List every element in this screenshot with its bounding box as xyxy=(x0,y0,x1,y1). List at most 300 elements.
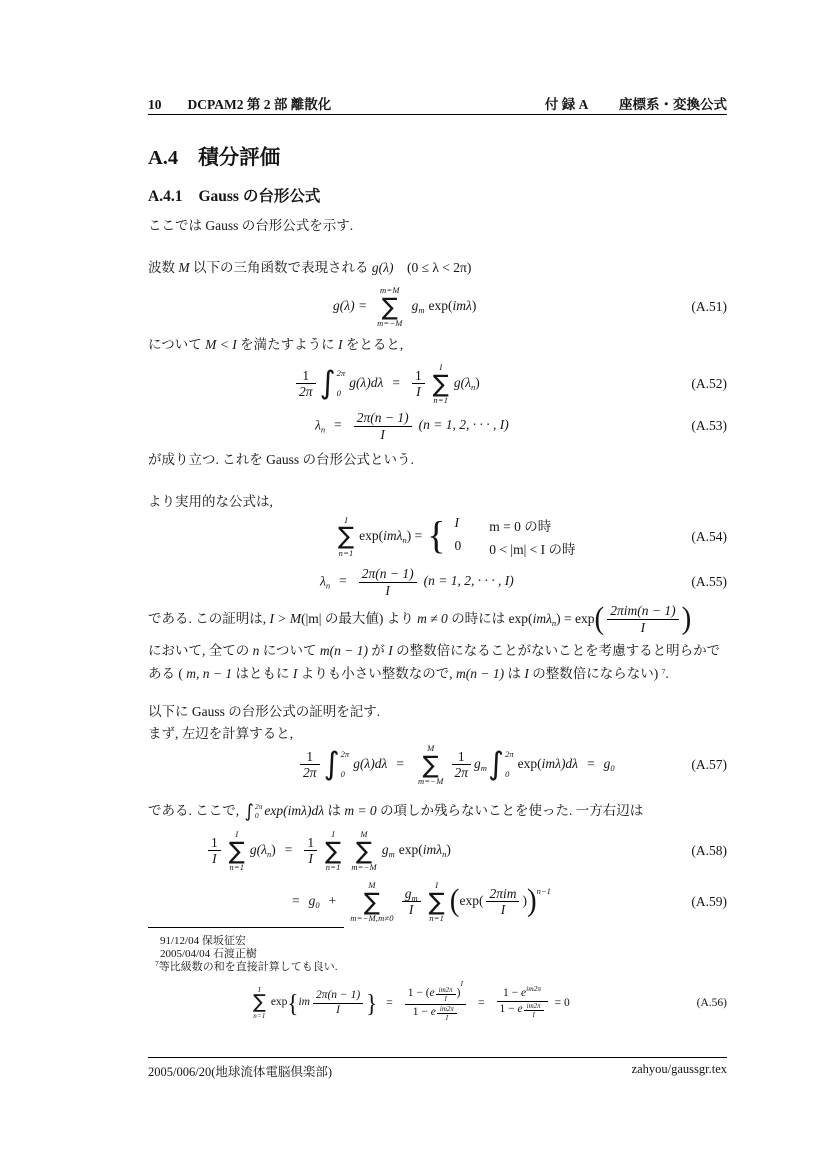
section-label: 積分評価 xyxy=(198,147,281,169)
paragraph-holds xyxy=(148,449,727,472)
right-paren-icon: ) xyxy=(526,884,537,919)
lower-limit: 0 xyxy=(336,387,341,398)
exponent: im2π xyxy=(526,984,542,994)
sum-operator xyxy=(229,829,245,872)
sigma-icon: ∑ xyxy=(363,887,381,916)
line xyxy=(148,598,727,640)
math-inline: exp( xyxy=(508,611,533,626)
tok: g xyxy=(603,756,611,772)
text: 2005/04/04 石渡正樹 xyxy=(160,948,257,960)
equals-sign: = xyxy=(392,375,400,391)
equation-a54 xyxy=(148,513,727,560)
subscript: m xyxy=(418,305,425,316)
tok: imλ xyxy=(452,298,472,314)
equation-body xyxy=(292,880,551,923)
integral-operator xyxy=(487,746,514,783)
text: の時には xyxy=(447,611,509,626)
math-inline: g(λ) xyxy=(371,260,394,275)
tok: g xyxy=(411,298,419,314)
text: より実用的な公式は, xyxy=(148,494,273,509)
equation-a59 xyxy=(148,878,727,926)
math-inline: m(n − 1) xyxy=(319,643,368,658)
math-inline: imλ xyxy=(532,611,552,626)
fraction xyxy=(452,749,472,782)
right-paren-icon: ) xyxy=(681,602,692,637)
numerator: 2π(n − 1) xyxy=(356,409,409,425)
integral-operator xyxy=(323,746,350,783)
sum-upper-limit: m=M xyxy=(380,285,400,296)
denominator xyxy=(497,1001,548,1019)
equation-number: (A.53) xyxy=(691,418,727,433)
sum-upper-limit: I xyxy=(235,829,239,840)
footer-rule xyxy=(148,1057,727,1058)
sigma-icon: ∑ xyxy=(228,836,245,865)
denominator: I xyxy=(436,994,456,1003)
sum-lower-limit: n=1 xyxy=(429,913,445,924)
math-inline: m, n − 1 xyxy=(186,665,233,681)
equation-a58 xyxy=(148,829,727,873)
math-inline: m ≠ 0 xyxy=(417,611,448,626)
sum-operator xyxy=(351,829,377,872)
tok: e xyxy=(521,987,527,1000)
sum-lower-limit: m=−M xyxy=(377,318,403,329)
text: が xyxy=(367,643,389,658)
equation-body xyxy=(315,410,509,443)
header-right-title: 座標系・変換公式 xyxy=(619,97,727,112)
tok: (n = 1, 2, · · · , I) xyxy=(423,573,514,589)
tok: λ xyxy=(320,573,326,589)
math-inline: I xyxy=(388,643,393,658)
subscript: 0 xyxy=(610,763,615,774)
paragraph-wavenumber xyxy=(148,257,727,280)
equals-sign: = xyxy=(386,996,393,1009)
numerator xyxy=(497,984,548,1001)
equation-a52 xyxy=(148,360,727,408)
numerator: 1 xyxy=(211,834,218,850)
equals-sign: = xyxy=(339,573,347,589)
tok: ) xyxy=(446,842,451,858)
math-inline: m(n − 1) xyxy=(455,665,505,681)
case-value: I xyxy=(454,514,460,530)
sum-operator xyxy=(325,829,341,872)
subscript: n xyxy=(320,424,326,435)
tok: ) = xyxy=(406,527,423,543)
tok: exp( xyxy=(398,842,423,858)
integral-limits xyxy=(336,368,346,399)
denominator: I xyxy=(402,901,421,918)
numerator: 1 xyxy=(457,748,465,764)
numerator: 2π(n − 1) xyxy=(315,988,361,1001)
sum-lower-limit: n=1 xyxy=(338,547,354,558)
tok: g xyxy=(474,756,481,772)
text: はともに xyxy=(232,665,293,681)
text: を満たすように xyxy=(236,337,338,352)
subscript: n xyxy=(325,580,331,591)
equation-number: (A.54) xyxy=(691,528,727,544)
subscript: n xyxy=(402,534,407,545)
equation-number: (A.51) xyxy=(691,299,727,314)
numerator: 2πim xyxy=(489,885,517,901)
fraction xyxy=(313,989,363,1017)
text: は xyxy=(504,665,525,681)
text: である. ここで, xyxy=(148,803,243,818)
integral-limits xyxy=(254,803,263,821)
paragraph-practical xyxy=(148,491,727,514)
paragraph-proof-intro xyxy=(148,701,727,724)
sigma-icon: ∑ xyxy=(325,836,342,865)
numerator xyxy=(402,886,421,902)
tok: ) xyxy=(475,375,480,391)
footnote-history-2 xyxy=(160,948,257,961)
tok: e xyxy=(517,1002,523,1015)
tok: )dλ xyxy=(560,756,579,772)
sum-lower-limit: m=−M xyxy=(351,862,377,873)
math-inline: I xyxy=(292,665,298,681)
sum-upper-limit: I xyxy=(258,985,261,994)
sum-operator xyxy=(433,362,449,405)
denominator: 2π xyxy=(452,764,472,781)
denominator: I xyxy=(437,1013,457,1022)
tok: g xyxy=(381,842,389,858)
fraction xyxy=(497,984,548,1019)
equals-sign: = xyxy=(292,893,300,909)
sum-lower-limit: n=1 xyxy=(325,862,341,873)
equation-body xyxy=(333,515,576,558)
math-inline: n xyxy=(252,643,260,658)
tok: ) xyxy=(456,987,461,1000)
text: について xyxy=(148,337,206,352)
text: 等比級数の和を直接計算しても良い. xyxy=(158,961,338,973)
math-inline: I > M xyxy=(269,611,302,626)
case-condition: m = 0 の時 xyxy=(489,518,552,534)
text: の整数倍になることがないことを考慮すると明らかで xyxy=(392,643,721,658)
upper-limit: 2π xyxy=(340,749,350,760)
sum-lower-limit: n=1 xyxy=(433,395,449,406)
page-header xyxy=(148,93,727,113)
equals-sign: = xyxy=(334,417,342,433)
fraction xyxy=(486,886,519,919)
text: (|m| の最大値) より xyxy=(301,611,418,626)
text: 以下の三角函数で表現される xyxy=(189,260,372,275)
fraction xyxy=(402,886,421,919)
subsection-number: A.4.1 xyxy=(148,188,183,205)
subscript: m xyxy=(411,892,418,903)
denominator: I xyxy=(354,426,412,443)
fraction xyxy=(208,835,221,868)
math-inline: I xyxy=(337,337,343,352)
tok: ( xyxy=(425,987,430,1000)
equation-a56 xyxy=(148,980,727,1026)
tok: 1 − xyxy=(412,1005,431,1018)
text: において, 全ての xyxy=(148,643,253,658)
math-inline: (0 ≤ λ < 2π) xyxy=(393,260,472,275)
tok: ) xyxy=(471,298,477,314)
sum-upper-limit: I xyxy=(439,362,443,373)
sum-operator xyxy=(429,880,445,923)
exponent-fraction xyxy=(437,1005,457,1022)
numerator: im2π xyxy=(438,986,453,995)
tok: imλ xyxy=(422,842,443,858)
integral-limits xyxy=(340,749,350,780)
integral-icon: ∫ xyxy=(244,800,254,822)
exponent-fraction xyxy=(524,1002,544,1019)
section-title xyxy=(148,140,727,170)
sigma-icon: ∑ xyxy=(422,750,439,779)
subscript: m xyxy=(388,849,395,860)
sum-lower-limit: n=1 xyxy=(229,862,245,873)
numerator: 1 xyxy=(415,367,422,383)
sigma-icon: ∑ xyxy=(253,991,266,1014)
equation-a57 xyxy=(148,743,727,787)
equation-body xyxy=(248,979,570,1022)
tok: 1 − xyxy=(499,1002,518,1015)
tok: exp xyxy=(270,996,288,1009)
math-inline: exp(imλ)dλ xyxy=(264,803,325,818)
paragraph-intro xyxy=(148,215,727,238)
tok: g xyxy=(404,885,412,901)
sum-operator xyxy=(418,743,444,786)
text: 波数 xyxy=(148,260,179,275)
line xyxy=(148,663,727,686)
header-left-title: DCPAM2 第 2 部 離散化 xyxy=(187,97,332,112)
integral-icon: ∫ xyxy=(323,746,340,783)
numerator: im2π xyxy=(526,1001,541,1010)
exponent: n−1 xyxy=(536,886,551,897)
math-inline: M < I xyxy=(205,337,237,352)
sum-operator xyxy=(338,515,354,558)
left-paren-icon: ( xyxy=(449,884,460,919)
equals-sign: = xyxy=(587,756,595,772)
text: は xyxy=(324,803,345,818)
exponent-fraction xyxy=(436,986,456,1003)
sum-lower-limit: n=1 xyxy=(253,1011,266,1020)
subscript: n xyxy=(442,849,447,860)
tok: g(λ) = xyxy=(333,298,368,314)
denominator: 2π xyxy=(300,764,320,781)
denominator: I xyxy=(359,582,417,599)
equation-number: (A.59) xyxy=(691,894,727,909)
tok: = 0 xyxy=(554,996,570,1009)
line xyxy=(148,640,727,663)
sigma-icon: ∑ xyxy=(355,836,373,865)
sum-upper-limit: M xyxy=(427,743,435,754)
page-footer xyxy=(148,1062,727,1080)
fraction xyxy=(300,749,320,782)
header-appendix-label: 付 録 A xyxy=(544,97,588,112)
tok: 1 − xyxy=(407,987,426,1000)
tok: g xyxy=(308,893,316,909)
tok: g(λ xyxy=(453,375,472,391)
tok: g(λ xyxy=(249,842,268,858)
fraction xyxy=(304,835,317,868)
equation-body xyxy=(293,362,480,405)
footer-right: zahyou/gaussgr.tex xyxy=(631,1062,727,1076)
paragraph-proof-sketch xyxy=(148,598,727,685)
left-brace-icon: { xyxy=(427,514,446,559)
denominator xyxy=(405,1004,466,1022)
footnote-rule xyxy=(148,927,344,928)
equals-sign: = xyxy=(284,842,293,858)
sum-operator xyxy=(377,285,403,328)
tok: e xyxy=(430,1005,436,1018)
tok: ) xyxy=(271,842,276,858)
numerator: 1 xyxy=(302,367,310,383)
subscript: n xyxy=(471,382,476,393)
left-paren-icon: ( xyxy=(594,602,605,637)
numerator: 1 xyxy=(306,748,314,764)
sum-operator xyxy=(253,986,266,1021)
equation-body xyxy=(333,285,476,328)
subscript: n xyxy=(267,849,272,860)
sum-lower-limit: m=−M,m≠0 xyxy=(350,913,394,924)
numerator: 1 xyxy=(307,834,315,850)
tok: ) xyxy=(522,893,527,909)
sigma-icon: ∑ xyxy=(428,887,445,916)
subsection-title xyxy=(148,184,727,206)
left-brace-icon: { xyxy=(287,989,299,1017)
fraction xyxy=(296,368,316,401)
plus-sign: + xyxy=(328,893,337,909)
sigma-icon: ∑ xyxy=(381,292,398,321)
paragraph-condition xyxy=(148,334,727,357)
text: をとると, xyxy=(342,337,404,352)
tok: 1 − xyxy=(503,987,522,1000)
integral-icon: ∫ xyxy=(487,746,505,783)
subscript: m xyxy=(480,763,487,774)
text: まず, 左辺を計算すると, xyxy=(148,726,294,741)
text: ここでは Gauss の台形公式を示す. xyxy=(148,218,354,233)
numerator: im2π xyxy=(439,1004,454,1013)
tok: g(λ)dλ xyxy=(353,756,388,772)
upper-limit: 2π xyxy=(254,801,263,811)
fraction xyxy=(359,566,417,599)
math-inline: ) = exp xyxy=(556,611,595,626)
tok: λ xyxy=(315,417,321,433)
integral-limits xyxy=(504,749,514,780)
denominator: I xyxy=(524,1010,544,1019)
integral-icon: ∫ xyxy=(319,365,336,402)
equation-number: (A.56) xyxy=(696,997,727,1009)
right-brace-icon: } xyxy=(366,989,378,1017)
tok: e xyxy=(429,987,435,1000)
cases-block xyxy=(427,515,575,558)
subsection-label: Gauss の台形公式 xyxy=(198,188,321,205)
subscript: 0 xyxy=(315,900,320,911)
lower-limit: 0 xyxy=(505,768,510,779)
sum-upper-limit: I xyxy=(344,514,348,525)
denominator: I xyxy=(412,383,425,400)
math-inline: I xyxy=(524,665,529,681)
integral-operator xyxy=(319,365,346,402)
sum-upper-limit: M xyxy=(368,880,376,891)
equation-a53 xyxy=(148,407,727,445)
fraction xyxy=(607,603,678,636)
text: である. この証明は, xyxy=(148,611,270,626)
equation-number: (A.58) xyxy=(691,843,727,858)
cases-grid xyxy=(455,515,576,558)
tok: im xyxy=(298,996,310,1009)
fraction xyxy=(354,410,412,443)
tok: exp( xyxy=(517,756,542,772)
paragraph-rhs-intro xyxy=(148,800,727,823)
footnote-7 xyxy=(155,961,338,974)
fraction xyxy=(405,979,466,1022)
footnote-history-1 xyxy=(160,935,246,948)
equation-body xyxy=(297,743,615,786)
tok: exp( xyxy=(359,527,384,543)
equation-body xyxy=(205,829,451,872)
denominator: I xyxy=(486,901,519,918)
sum-upper-limit: M xyxy=(360,829,368,840)
lower-limit: 0 xyxy=(340,768,345,779)
footnote-marker: 7 xyxy=(155,959,159,968)
math-inline: M xyxy=(178,260,190,275)
case-condition: 0 < |m| < I の時 xyxy=(489,541,576,557)
denominator: I xyxy=(313,1003,363,1018)
text: よりも小さい整数なので, xyxy=(297,665,456,681)
tok: g(λ)dλ xyxy=(349,375,384,391)
denominator: I xyxy=(304,850,317,867)
sum-upper-limit: I xyxy=(435,880,439,891)
lower-limit: 0 xyxy=(254,811,259,821)
math-inline: m = 0 xyxy=(344,803,377,818)
tok: exp( xyxy=(428,298,453,314)
footer-left: 2005/006/20(地球流体電脳倶楽部) xyxy=(148,1065,333,1079)
upper-limit: 2π xyxy=(336,368,346,379)
equation-body xyxy=(320,566,514,599)
sum-lower-limit: m=−M xyxy=(418,776,444,787)
denominator: 2π xyxy=(296,383,316,400)
footnote-marker: 7 xyxy=(661,666,666,676)
fraction xyxy=(412,368,425,401)
header-right xyxy=(545,93,727,113)
equation-a51 xyxy=(148,283,727,331)
tok: imλ xyxy=(541,756,561,772)
denominator: I xyxy=(208,850,221,867)
text: ある ( xyxy=(148,665,187,681)
numerator xyxy=(405,979,466,1004)
tok: exp( xyxy=(459,893,484,909)
numerator: 2π(n − 1) xyxy=(361,565,414,581)
sum-upper-limit: I xyxy=(331,829,335,840)
text: の項しか残らないことを使った. 一方右辺は xyxy=(376,803,644,818)
sum-operator xyxy=(350,880,393,923)
tok: (n = 1, 2, · · · , I) xyxy=(418,417,509,433)
header-rule xyxy=(148,114,727,115)
section-number: A.4 xyxy=(148,147,179,169)
text: 91/12/04 保坂征宏 xyxy=(160,935,246,947)
upper-limit: 2π xyxy=(505,749,514,760)
equals-sign: = xyxy=(478,996,485,1009)
text: について xyxy=(259,643,320,658)
sigma-icon: ∑ xyxy=(338,522,355,551)
text: . xyxy=(665,665,669,681)
inline-integral xyxy=(244,800,263,822)
exponent: I xyxy=(460,979,464,989)
equals-sign: = xyxy=(396,756,404,772)
denominator: I xyxy=(607,619,678,636)
tok: imλ xyxy=(383,527,403,543)
text: が成り立つ. これを Gauss の台形公式という. xyxy=(148,452,414,467)
case-value: 0 xyxy=(454,537,462,553)
text: の整数倍にならない) xyxy=(528,665,662,681)
equation-number: (A.55) xyxy=(691,574,727,589)
text: 以下に Gauss の台形公式の証明を記す. xyxy=(148,704,381,719)
sigma-icon: ∑ xyxy=(432,369,449,398)
equation-a55 xyxy=(148,562,727,602)
page-number: 10 xyxy=(148,97,162,112)
numerator: 2πim(n − 1) xyxy=(610,603,676,619)
